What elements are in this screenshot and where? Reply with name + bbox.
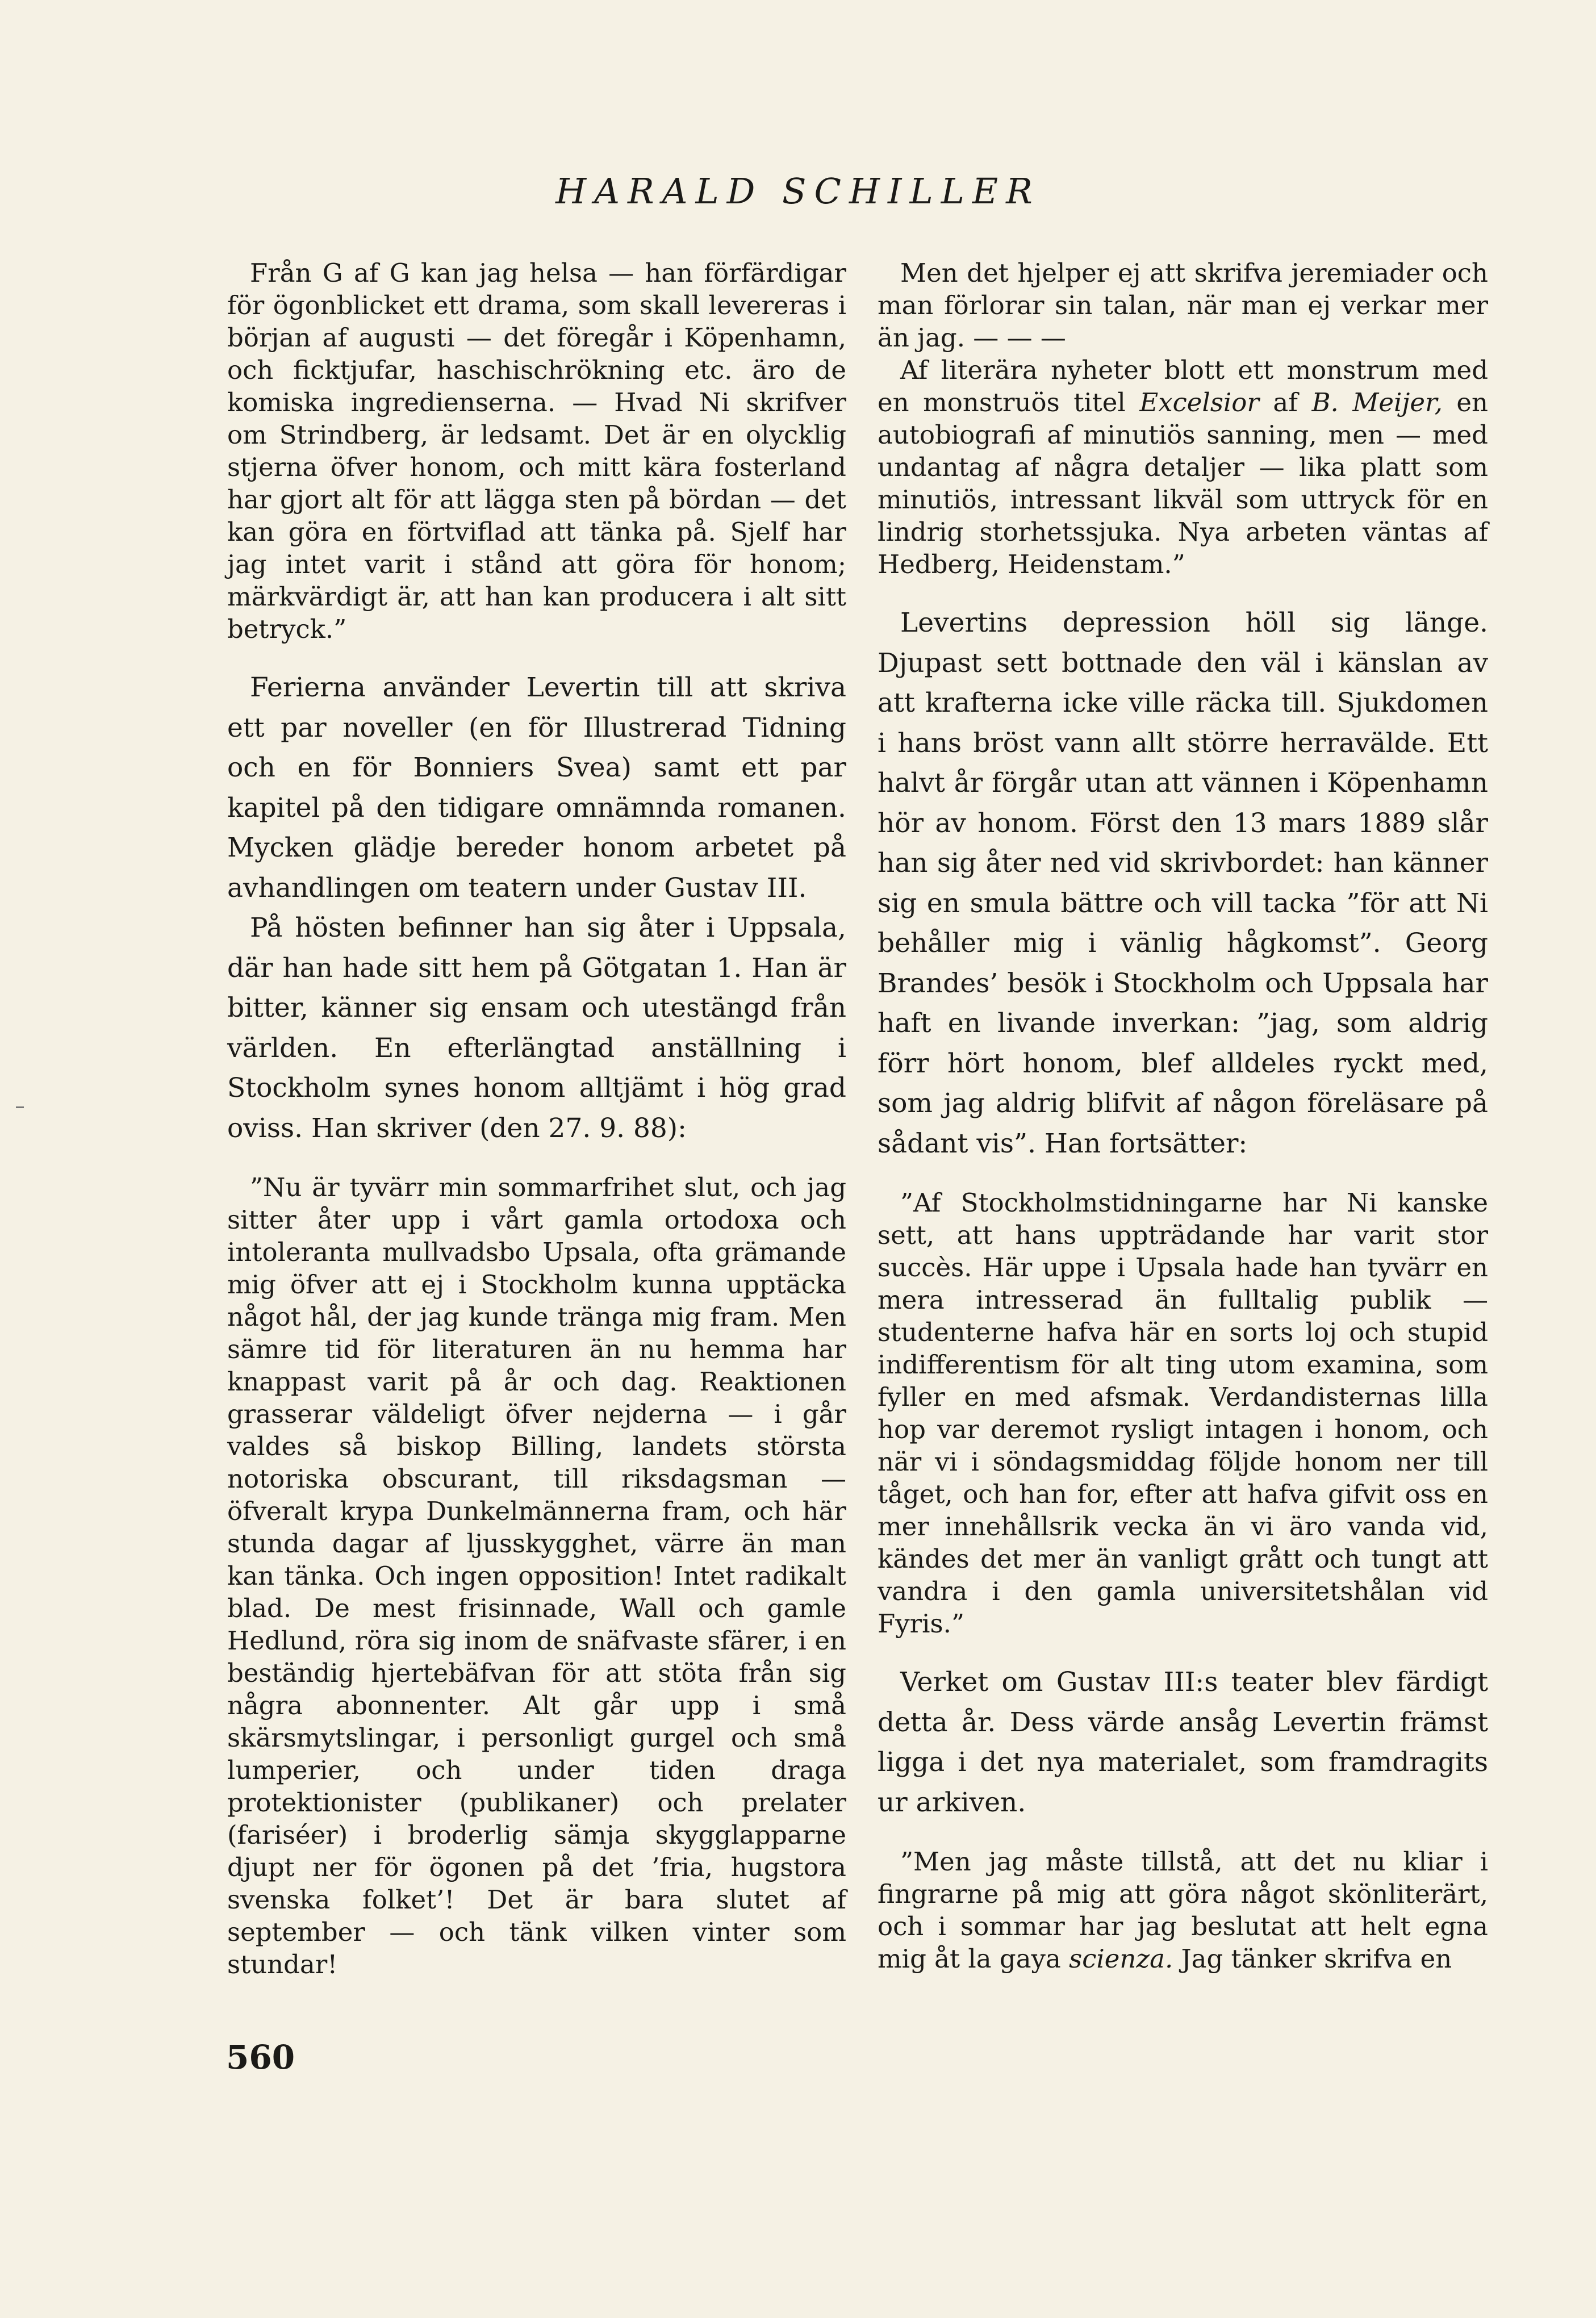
left-column [227, 257, 846, 1981]
body-paragraph: Levertins depression höll sig länge. Djupast sett bottnade den väl i känslan av att krafterna icke ville räcka till. Sjukdomen i hans bröst vann allt större herravälde. Ett halvt år förgår utan att vännen i Köpenhamn hör av honom. Först den 13 mars 1889 slår han sig åter ned vid skrivbordet: han känner sig en smula bättre och vill tacka ”för att Ni behåller mig i vänlig hågkomst”. Georg Brandes’ besök i Stockholm och Uppsala har haft en livande inverkan: ”jag, som aldrig förr hört honom, blef alldeles ryckt med, som jag aldrig blifvit af någon föreläsare på sådant vis”. Han fortsätter: [878, 607, 1488, 1159]
body-paragraph: På hösten befinner han sig åter i Uppsala, där han hade sitt hem på Götgatan 1. Han är bitter, känner sig ensam och utestängd från världen. En efterlängtad anställning i Stockholm synes honom alltjämt i hög grad oviss. Han skriver (den 27. 9. 88): [227, 912, 846, 1144]
running-title: HARALD SCHILLER [555, 170, 1041, 212]
right-column [878, 257, 1488, 1975]
letter-excerpt-paragraph: Af literära nyheter blott ett monstrum med en monstruös titel Excelsior af B. Meijer, en autobiografi af minutiös sanning, men — med undantag af några detaljer — lika platt som minutiös, intressant likväl som uttryck för en lindrig storhetssjuka. Nya arbeten väntas af Hedberg, Heidenstam.” [878, 355, 1489, 579]
page-number: 560 [226, 2038, 295, 2077]
letter-excerpt-paragraph: Från G af G kan jag helsa — han förfärdigar för ögonblicket ett drama, som skall levereras i början af augusti — det föregår i Köpenhamn, och ficktjufar, haschischrökning etc. äro de komiska ingredienserna. — Hvad Ni skrifver om Strindberg, är ledsamt. Det är en olycklig stjerna öfver honom, och mitt kära fosterland har gjort alt för att lägga sten på bördan — det kan göra en förtviflad att tänka på. Sjelf har jag intet varit i stånd att göra för honom; märkvärdigt är, att han kan producera i alt sitt betryck.” [227, 258, 846, 644]
letter-excerpt-paragraph: Men det hjelper ej att skrifva jeremiader och man förlorar sin talan, när man ej verkar mer än jag. — — — [878, 258, 1488, 353]
letter-quote-paragraph: ”Nu är tyvärr min sommarfrihet slut, och jag sitter åter upp i vårt gamla ortodoxa och intoleranta mullvadsbo Upsala, ofta grämande mig öfver att ej i Stockholm kunna upptäcka något hål, der jag kunde tränga mig fram. Men sämre tid för literaturen än nu hemma har knappast varit på år och dag. Reaktionen grasserar väldeligt öfver nejderna — i går valdes så biskop Billing, landets största notoriska obscurant, till riksdagsman — öfveralt krypa Dunkelmännerna fram, och här stunda dagar af ljusskygghet, värre än man kan tänka. Och ingen opposition! Intet radikalt blad. De mest frisinnade, Wall och gamle Hedlund, röra sig inom de snäfvaste sfärer, i en beständig hjertebäfvan för att stöta från sig några abonnenter. Alt går upp i små skärsmytslingar, i personligt gurgel och små lumperier, och under tiden draga protektionister (publikaner) och prelater (fariséer) i broderlig sämja skygglapparne djupt ner för ögonen på det ’fria, hugstora svenska folket’! Det är bara slutet af september — och tänk vilken vinter som stundar! [227, 1172, 846, 1979]
letter-quote-paragraph: ”Af Stockholmstidningarne har Ni kanske sett, att hans uppträdande har varit stor succès. Här uppe i Upsala hade han tyvärr en mera intresserad än fulltalig publik — studenterne hafva här en sorts loj och stupid indifferentism för alt ting utom examina, som fyller en med afsmak. Verdandisternas lilla hop var deremot rysligt intagen i honom, och när vi i söndagsmiddag följde honom ner till tåget, och han for, efter att hafva gifvit oss en mer innehållsrik vecka än vi äro vanda vid, kändes det mer än vanligt grått och tungt att vandra i den gamla universitetshålan vid Fyris.” [878, 1188, 1488, 1639]
margin-mark [16, 1106, 24, 1108]
body-paragraph: Ferierna använder Levertin till att skriva ett par noveller (en för Illustrerad Tidning och en för Bonniers Svea) samt ett par kapitel på den tidigare omnämnda romanen. Mycken glädje bereder honom arbetet på avhandlingen om teatern under Gustav III. [227, 672, 846, 904]
body-paragraph: Verket om Gustav III:s teater blev färdigt detta år. Dess värde ansåg Levertin främst ligga i det nya materialet, som framdragits ur arkiven. [878, 1667, 1488, 1818]
letter-quote-paragraph: ”Men jag måste tillstå, att det nu kliar i fingrarne på mig att göra något skönliterärt, och i sommar har jag beslutat att helt egna mig åt la gaya scienza. Jag tänker skrifva en [878, 1847, 1488, 1974]
author-name: B. Meijer, [1311, 387, 1443, 417]
book-title: Excelsior [1139, 387, 1259, 417]
